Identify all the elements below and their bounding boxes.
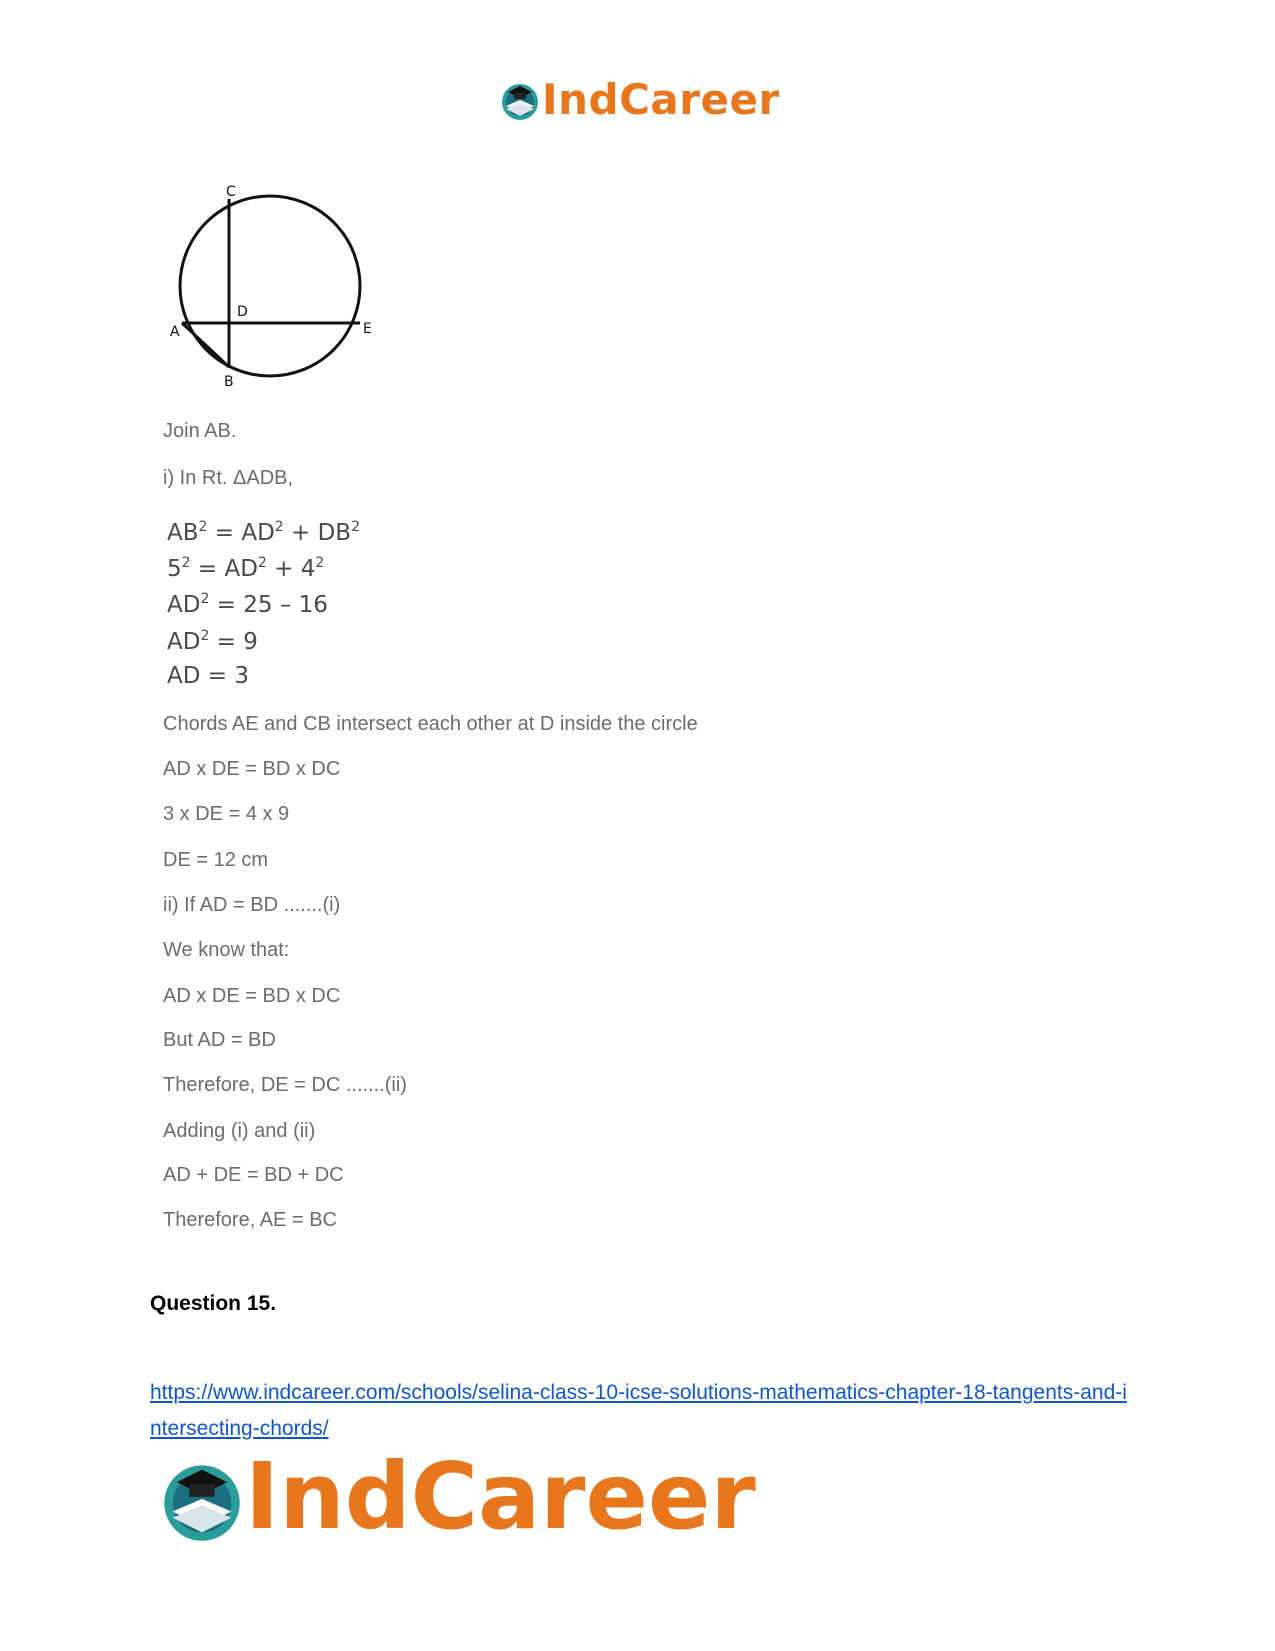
graduation-cap-book-icon bbox=[500, 80, 540, 122]
equation-line: $AD^2 = 25 - 16$ bbox=[167, 591, 328, 618]
solution-line: Therefore, DE = DC .......(ii) bbox=[163, 1074, 407, 1096]
equation-line: $5^2 = AD^2 + 4^2$ bbox=[167, 555, 325, 582]
solution-line: Chords AE and CB intersect each other at D inside the circle bbox=[163, 713, 698, 735]
graduation-cap-book-icon bbox=[160, 1457, 244, 1545]
header-logo bbox=[500, 75, 780, 128]
solution-line: 3 x DE = 4 x 9 bbox=[163, 803, 290, 825]
equation-line: AD = 3 bbox=[167, 663, 249, 689]
question-heading: Question 15. bbox=[150, 1292, 277, 1315]
equation-line: $AD^2 = 9$ bbox=[167, 628, 258, 655]
equation-line: $AB^2 = AD^2 + DB^2$ bbox=[167, 519, 361, 546]
circle-diagram bbox=[160, 180, 380, 400]
solution-line: ii) If AD = BD .......(i) bbox=[163, 894, 341, 916]
label-c: C bbox=[226, 184, 236, 200]
label-d: D bbox=[237, 304, 248, 320]
segment-ab bbox=[182, 323, 229, 367]
solution-line: i) In Rt. ΔADB, bbox=[163, 467, 294, 489]
logo-text: IndCareer bbox=[542, 75, 780, 124]
solution-line: We know that: bbox=[163, 939, 290, 961]
solution-line: But AD = BD bbox=[163, 1029, 276, 1051]
solution-line: Join AB. bbox=[163, 420, 237, 442]
solution-line: AD x DE = BD x DC bbox=[163, 758, 341, 780]
footer-logo bbox=[160, 1443, 756, 1555]
solution-line: Therefore, AE = BC bbox=[163, 1209, 337, 1231]
label-b: B bbox=[224, 374, 234, 390]
label-e: E bbox=[363, 321, 372, 337]
solution-line: Adding (i) and (ii) bbox=[163, 1120, 316, 1142]
circle bbox=[180, 196, 360, 376]
source-link[interactable]: https://www.indcareer.com/schools/selina-class-10-icse-solutions-mathematics-chapter-18-tangents-and-intersecting-chords/ bbox=[150, 1381, 1127, 1440]
solution-line: AD + DE = BD + DC bbox=[163, 1164, 344, 1186]
label-a: A bbox=[170, 324, 180, 340]
logo-text: IndCareer bbox=[245, 1443, 756, 1550]
solution-line: AD x DE = BD x DC bbox=[163, 985, 341, 1007]
solution-line: DE = 12 cm bbox=[163, 849, 269, 871]
